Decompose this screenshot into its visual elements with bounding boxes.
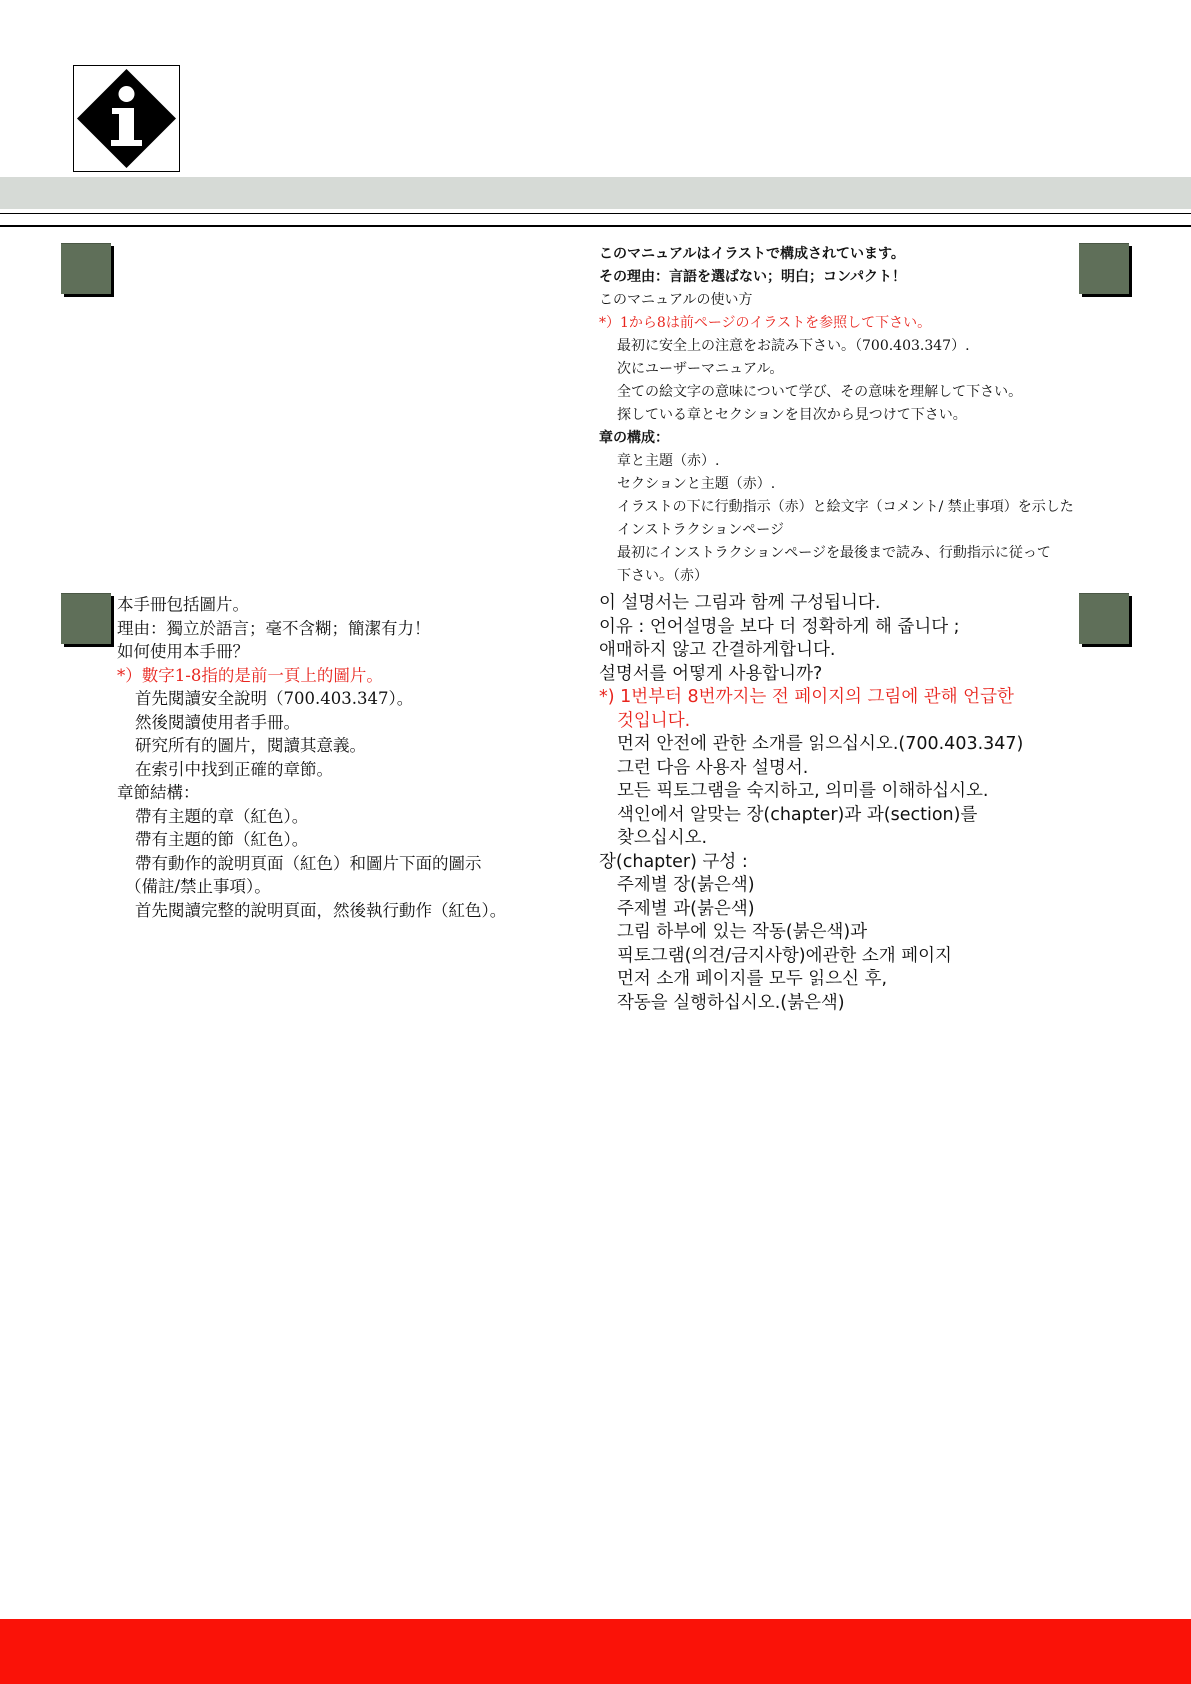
japanese-text-block: [599, 244, 1074, 589]
jp-line: 探している章とセクションを目次から見つけて下さい。: [617, 407, 967, 423]
kr-line: 먼저 소개 페이지를 모두 읽으신 후,: [617, 969, 888, 989]
korean-text-block: [599, 592, 1023, 1015]
kr-line: 색인에서 알맞는 장(chapter)과 과(section)를: [617, 804, 978, 825]
kr-line: 설명서를 어떻게 사용합니까?: [599, 663, 823, 684]
cn-line: 首先閱讀完整的說明頁面，然後執行動作（紅色）。: [135, 900, 507, 920]
kr-line-red: *) 1번부터 8번까지는 전 페이지의 그림에 관해 언급한: [599, 687, 1014, 707]
section-marker-top-left: [61, 243, 111, 294]
kr-line-red: 것입니다.: [617, 710, 691, 731]
jp-line: その理由：言語を選ばない；明白；コンパクト！: [599, 269, 907, 285]
jp-line-red: *）1から8は前ページのイラストを参照して下さい。: [599, 315, 932, 331]
header-rule-thin: [0, 213, 1191, 214]
cn-line: 研究所有的圖片，閱讀其意義。: [135, 736, 366, 755]
header-rule-thick: [0, 225, 1191, 227]
kr-line: 작동을 실행하십시오.(붉은색): [617, 992, 845, 1013]
jp-line: 最初に安全上の注意をお読み下さい。（700.403.347）.: [617, 338, 970, 354]
kr-line: 애매하지 않고 간결하게합니다.: [599, 640, 836, 660]
kr-line: 먼저 안전에 관한 소개를 읽으십시오.(700.403.347): [617, 734, 1024, 754]
jp-line: イラストの下に行動指示（赤）と絵文字（コメント/ 禁止事項）を示した: [617, 499, 1074, 515]
info-diamond-icon: [74, 66, 179, 171]
kr-line: 주제별 장(붉은색): [617, 875, 755, 895]
cn-line: 首先閱讀安全說明（700.403.347）。: [135, 689, 414, 708]
kr-line: 장(chapter) 구성 :: [599, 851, 748, 872]
jp-line: このマニュアルはイラストで構成されています。: [599, 246, 905, 262]
header-band: [0, 177, 1191, 209]
cn-line: 帶有動作的說明頁面（紅色）和圖片下面的圖示: [135, 853, 482, 873]
cn-line: （備註/禁止事項）。: [125, 877, 271, 896]
kr-line: 그런 다음 사용자 설명서.: [617, 757, 809, 778]
kr-line: 모든 픽토그램을 숙지하고, 의미를 이해하십시오.: [617, 781, 989, 801]
cn-line: 然後閱讀使用者手冊。: [135, 712, 300, 732]
section-marker-bottom-left: [61, 593, 111, 644]
cn-line: 章節結構：: [117, 783, 200, 802]
cn-line: 如何使用本手冊？: [117, 642, 249, 661]
kr-line: 그림 하부에 있는 작동(붉은색)과: [617, 922, 868, 942]
jp-line: 最初にインストラクションページを最後まで読み、行動指示に従って: [617, 545, 1051, 561]
cn-line: 本手冊包括圖片。: [117, 595, 249, 614]
kr-line: 이유 : 언어설명을 보다 더 정확하게 해 줍니다 ;: [599, 616, 960, 637]
jp-line: 章と主題（赤）.: [617, 453, 720, 469]
cn-line: 在索引中找到正確的章節。: [135, 759, 333, 779]
footer-band: [0, 1619, 1191, 1684]
chinese-text-block: [117, 594, 506, 923]
info-icon-frame: [73, 65, 180, 172]
cn-line: 理由：獨立於語言；毫不含糊；簡潔有力！: [117, 618, 431, 638]
section-marker-top-right: [1079, 243, 1129, 294]
cn-line: 帶有主題的節（紅色）。: [135, 830, 309, 849]
jp-line: 章の構成：: [599, 430, 669, 446]
kr-line: 찾으십시오.: [617, 828, 708, 848]
jp-line: 全ての絵文字の意味について学び、その意味を理解して下さい。: [617, 384, 1023, 400]
section-marker-bottom-right: [1079, 593, 1129, 644]
jp-line: 下さい。（赤）: [617, 568, 708, 584]
kr-line: 주제별 과(붉은색): [617, 898, 755, 919]
cn-line-red: *）數字1-8指的是前一頁上的圖片。: [117, 665, 383, 685]
jp-line: インストラクションページ: [617, 522, 785, 538]
jp-line: セクションと主題（赤）.: [617, 476, 776, 492]
jp-line: このマニュアルの使い方: [599, 292, 753, 308]
kr-line: 픽토그램(의견/금지사항)에관한 소개 페이지: [617, 945, 952, 966]
cn-line: 帶有主題的章（紅色）。: [135, 806, 309, 826]
jp-line: 次にユーザーマニュアル。: [617, 361, 784, 377]
kr-line: 이 설명서는 그림과 함께 구성됩니다.: [599, 593, 881, 613]
